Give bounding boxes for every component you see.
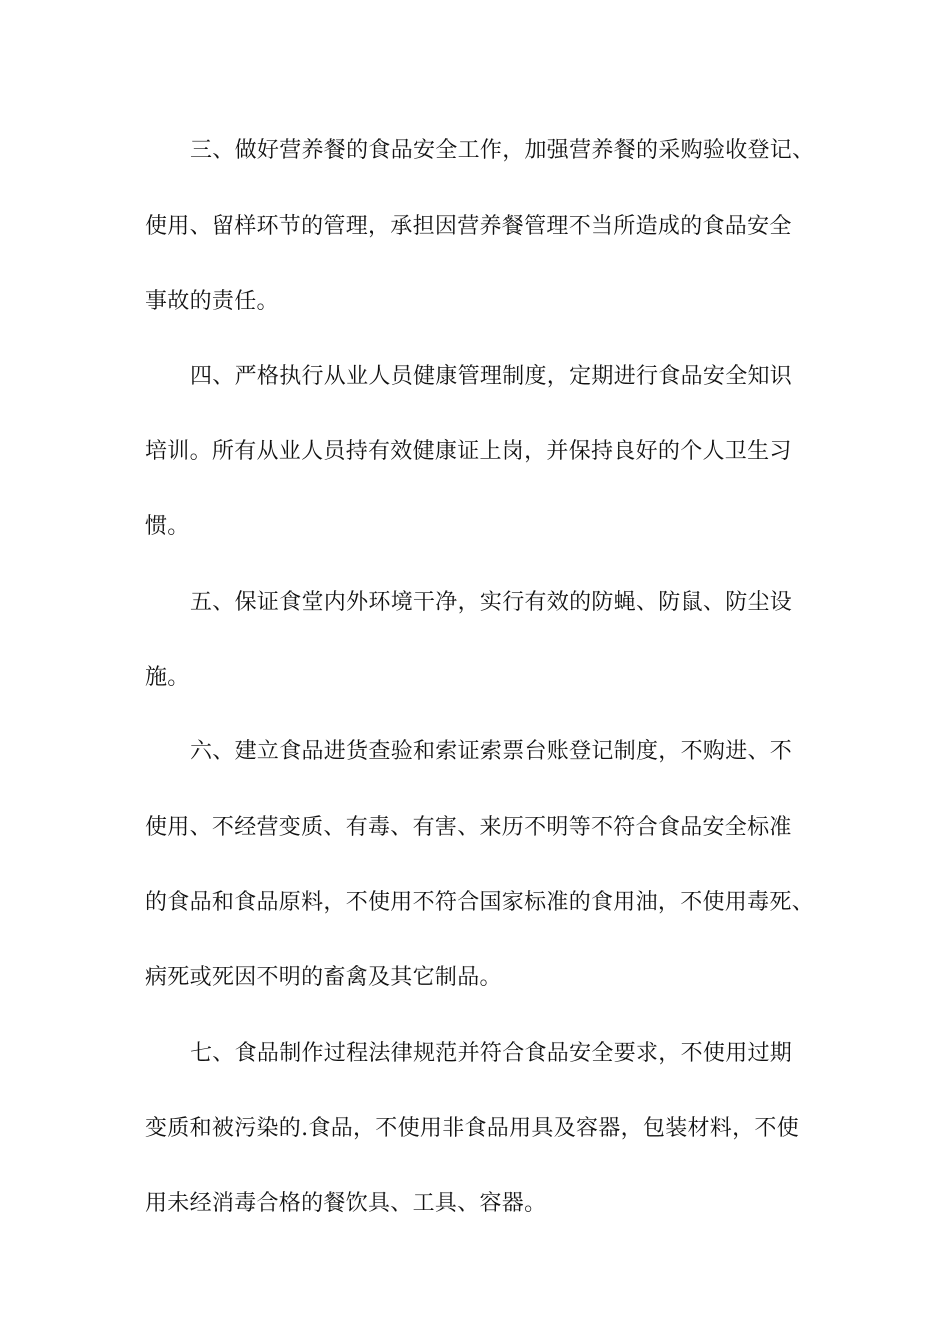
paragraph-4-line-3: 惯。 [145,514,190,539]
paragraph-7-line-2: 变质和被污染的.食品，不使用非食品用具及容器，包装材料，不使 [145,1116,799,1141]
paragraph-6-line-2: 使用、不经营变质、有毒、有害、来历不明等不符合食品安全标准 [145,815,792,840]
paragraph-5-line-1: 五、保证食堂内外环境干净，实行有效的防蝇、防鼠、防尘设 [190,590,793,615]
paragraph-4-line-2: 培训。所有从业人员持有效健康证上岗，并保持良好的个人卫生习 [145,439,792,464]
paragraph-7-line-3: 用未经消毒合格的餐饮具、工具、容器。 [145,1191,547,1216]
paragraph-3-line-2: 使用、留样环节的管理，承担因营养餐管理不当所造成的食品安全 [145,214,792,239]
paragraph-6-line-3: 的食品和食品原料，不使用不符合国家标准的食用油，不使用毒死、 [145,890,815,915]
paragraph-3-line-1: 三、做好营养餐的食品安全工作，加强营养餐的采购验收登记、 [190,138,815,163]
paragraph-3-line-3: 事故的责任。 [145,289,279,314]
paragraph-6-line-4: 病死或死因不明的畜禽及其它制品。 [145,965,502,990]
paragraph-6-line-1: 六、建立食品进货查验和索证索票台账登记制度，不购进、不 [190,739,793,764]
paragraph-5-line-2: 施。 [145,665,190,690]
paragraph-7-line-1: 七、食品制作过程法律规范并符合食品安全要求，不使用过期 [190,1041,793,1066]
paragraph-4-line-1: 四、严格执行从业人员健康管理制度，定期进行食品安全知识 [190,364,793,389]
